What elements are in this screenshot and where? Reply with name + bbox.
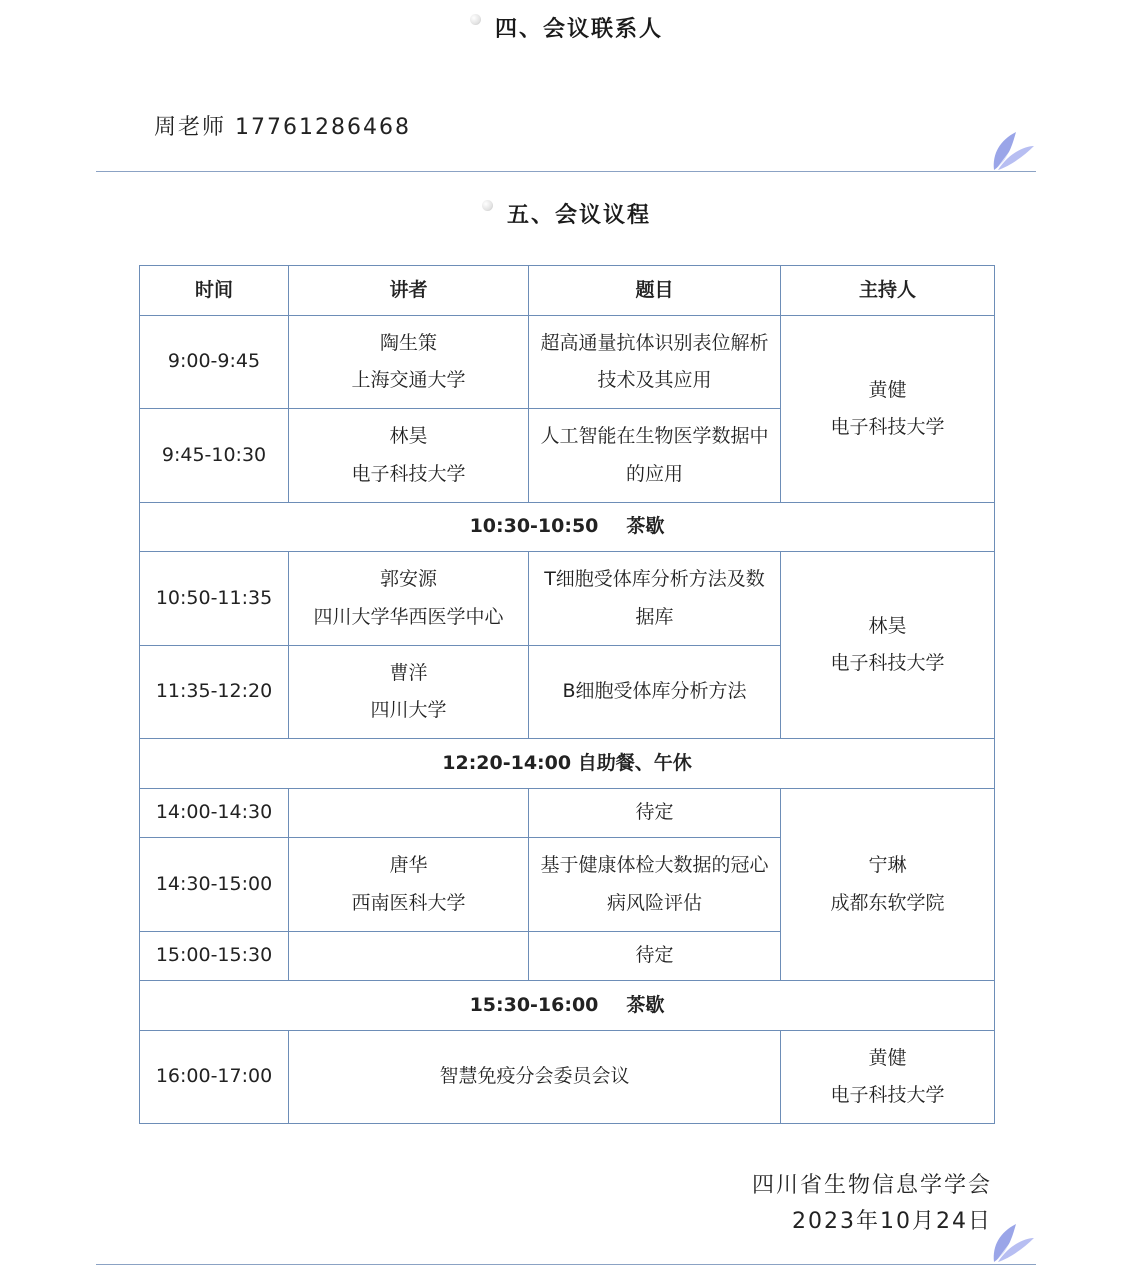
topic-cell: 智慧免疫分会委员会议 — [289, 1031, 781, 1124]
host-name: 宁琳 — [868, 854, 907, 877]
break-cell — [140, 739, 995, 789]
divider — [96, 1264, 1036, 1265]
table-row — [140, 1031, 995, 1124]
column-header-host: 主持人 — [781, 266, 995, 316]
break-row — [140, 503, 995, 552]
table-row — [140, 789, 995, 838]
speaker-cell — [289, 789, 529, 838]
host-name: 黄健 — [868, 378, 907, 401]
break-time: 12:20-14:00 — [442, 751, 572, 774]
break-cell — [140, 503, 995, 552]
speaker-affiliation: 四川大学华西医学中心 — [313, 605, 504, 628]
host-cell — [781, 1031, 995, 1124]
speaker-cell — [289, 838, 529, 932]
speaker-name: 陶生策 — [379, 331, 437, 354]
speaker-cell — [289, 409, 529, 503]
table-row — [140, 552, 995, 646]
section5-heading — [0, 198, 1133, 229]
speaker-affiliation: 电子科技大学 — [351, 462, 466, 485]
time-cell: 9:00-9:45 — [140, 316, 289, 409]
bullet-icon — [482, 200, 493, 211]
host-name: 林昊 — [868, 614, 907, 637]
speaker-affiliation: 四川大学 — [370, 699, 447, 721]
divider — [96, 171, 1036, 172]
contact-person: 周老师 17761286468 — [154, 115, 411, 140]
host-affiliation: 电子科技大学 — [830, 1084, 945, 1106]
time-cell: 11:35-12:20 — [140, 646, 289, 739]
break-row — [140, 739, 995, 789]
table-header-row — [140, 266, 995, 316]
break-row — [140, 981, 995, 1031]
leaf-icon — [990, 124, 1040, 174]
column-header-topic: 题目 — [529, 266, 781, 316]
leaf-icon — [990, 1216, 1040, 1266]
agenda-table — [139, 265, 995, 1124]
speaker-name: 郭安源 — [379, 568, 437, 591]
topic-cell: 超高通量抗体识别表位解析技术及其应用 — [529, 316, 781, 409]
host-name: 黄健 — [868, 1046, 907, 1069]
table-row — [140, 316, 995, 409]
column-header-speaker: 讲者 — [289, 266, 529, 316]
break-cell — [140, 981, 995, 1031]
time-cell: 16:00-17:00 — [140, 1031, 289, 1124]
section5-title: 五、会议议程 — [506, 203, 651, 228]
break-label: 茶歇 — [626, 993, 665, 1016]
topic-cell: 待定 — [529, 932, 781, 981]
speaker-name: 林昊 — [389, 425, 428, 448]
speaker-name: 唐华 — [389, 854, 428, 877]
host-cell — [781, 316, 995, 503]
break-label: 自助餐、午休 — [577, 751, 692, 774]
break-time: 15:30-16:00 — [469, 993, 599, 1016]
speaker-affiliation: 西南医科大学 — [351, 891, 466, 914]
time-cell: 14:00-14:30 — [140, 789, 289, 838]
topic-cell: 人工智能在生物医学数据中的应用 — [529, 409, 781, 503]
host-affiliation: 电子科技大学 — [830, 652, 945, 674]
time-cell: 14:30-15:00 — [140, 838, 289, 932]
speaker-cell — [289, 552, 529, 646]
host-affiliation: 成都东软学院 — [830, 891, 945, 914]
topic-cell: 待定 — [529, 789, 781, 838]
topic-cell: T细胞受体库分析方法及数据库 — [529, 552, 781, 646]
host-cell — [781, 789, 995, 981]
host-cell — [781, 552, 995, 739]
section4-title: 四、会议联系人 — [494, 17, 663, 42]
bullet-icon — [470, 14, 481, 25]
section4-heading — [0, 12, 1133, 43]
topic-cell: B细胞受体库分析方法 — [529, 646, 781, 739]
signature-date: 2023年10月24日 — [792, 1209, 992, 1234]
time-cell: 15:00-15:30 — [140, 932, 289, 981]
signature-org: 四川省生物信息学学会 — [751, 1173, 992, 1198]
topic-cell: 基于健康体检大数据的冠心病风险评估 — [529, 838, 781, 932]
column-header-time: 时间 — [140, 266, 289, 316]
speaker-cell — [289, 316, 529, 409]
break-label: 茶歇 — [626, 515, 665, 538]
host-affiliation: 电子科技大学 — [830, 416, 945, 438]
speaker-name: 曹洋 — [389, 661, 428, 684]
time-cell: 9:45-10:30 — [140, 409, 289, 503]
time-cell: 10:50-11:35 — [140, 552, 289, 646]
speaker-cell — [289, 932, 529, 981]
break-time: 10:30-10:50 — [469, 515, 599, 538]
speaker-affiliation: 上海交通大学 — [351, 369, 466, 391]
speaker-cell — [289, 646, 529, 739]
